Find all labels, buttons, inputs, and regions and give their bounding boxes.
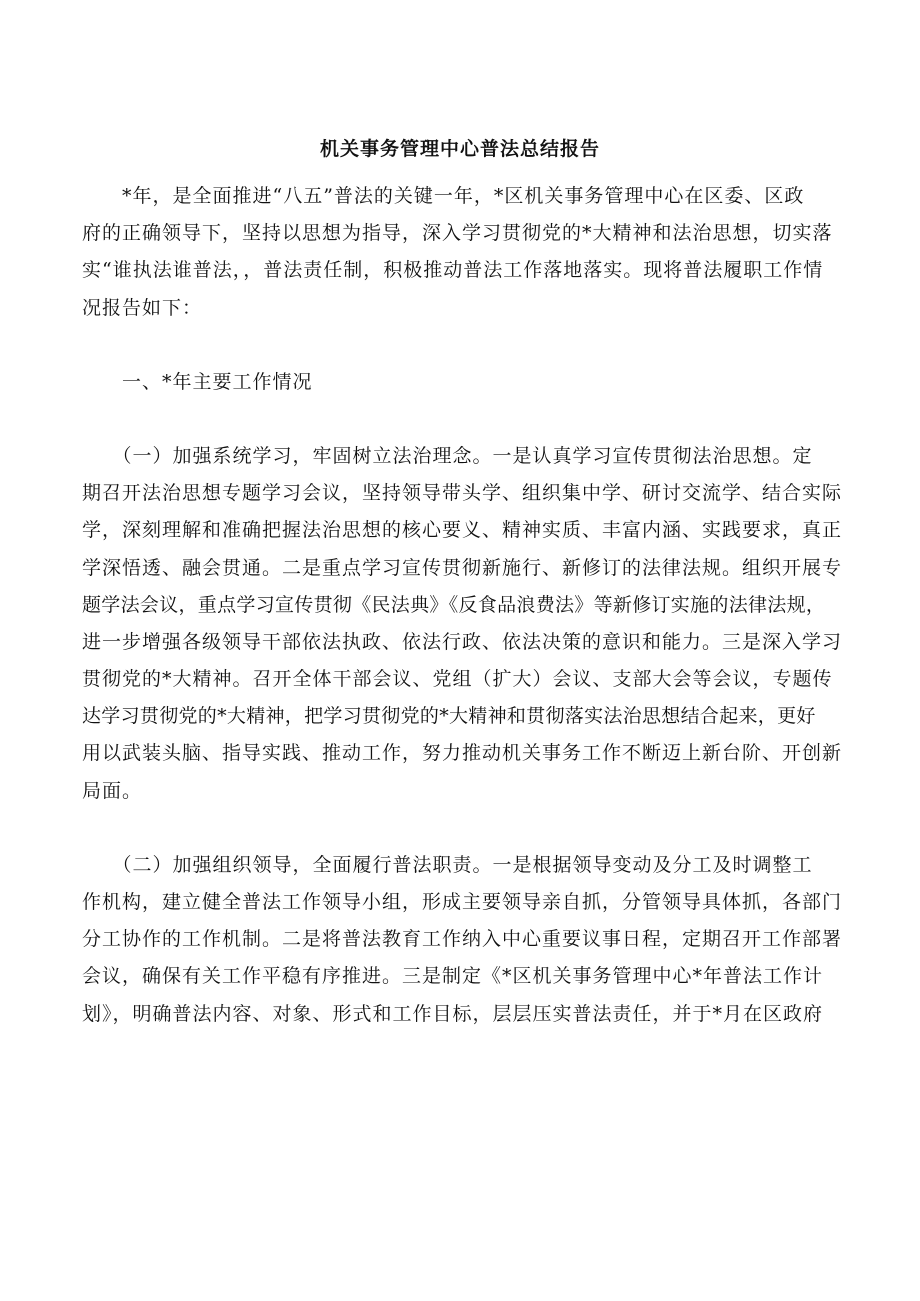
paragraph-line: 学，深刻理解和准确把握法治思想的核心要义、精神实质、丰富内涵、实践要求，真正 [82,519,843,542]
paragraph-line: 划》，明确普法内容、对象、形式和工作目标，层层压实普法责任，并于*月在区政府 [82,1002,824,1025]
document-body [82,178,843,1033]
paragraph-line: *年，是全面推进“八五”普法的关键一年，*区机关事务管理中心在区委、区政 [82,185,805,207]
paragraph-line: 府的正确领导下，坚持以思想为指导，深入学习贯彻党的*大精神和法治思想，切实落 [82,222,833,245]
paragraph-line: （一）加强系统学习，牢固树立法治理念。一是认真学习宣传贯彻法治思想。定 [82,444,813,467]
paragraph-line: 作机构，建立健全普法工作领导小组，形成主要领导亲自抓，分管领导具体抓，各部门 [82,891,843,913]
paragraph-line: 学深悟透、融会贯通。二是重点学习宣传贯彻新施行、新修订的法律法规。组织开展专 [82,556,843,579]
paragraph-line: 进一步增强各级领导干部依法执政、依法行政、依法决策的意识和能力。三是深入学习 [82,630,843,653]
section-heading [82,364,838,401]
paragraph-line: 期召开法治思想专题学习会议，坚持领导带头学、组织集中学、研讨交流学、结合实际 [82,482,843,505]
paragraph-section-1 [82,438,843,810]
document-title: 机关事务管理中心普法总结报告 [319,138,600,160]
paragraph-line: （二）加强组织领导，全面履行普法职责。一是根据领导变动及分工及时调整工 [82,853,813,876]
paragraph-intro [82,178,838,327]
paragraph-line: 实“谁执法谁普法，，普法责任制，积极推动普法工作落地落实。现将普法履职工作情 [82,259,824,282]
paragraph-line: 贯彻党的*大精神。召开全体干部会议、党组（扩大）会议、支部大会等会议，专题传 [82,668,833,691]
paragraph-line: 用以武装头脑、指导实践、推动工作，努力推动机关事务工作不断迈上新台阶、开创新 [82,742,843,765]
paragraph-gap [82,327,838,364]
paragraph-line: 况报告如下： [82,296,203,319]
paragraph-line: 题学法会议，重点学习宣传贯彻《民法典》《反食品浪费法》等新修订实施的法律法规， [82,593,826,616]
paragraph-line: 局面。 [82,779,143,802]
paragraph-line: 达学习贯彻党的*大精神，把学习贯彻党的*大精神和贯彻落实法治思想结合起来，更好 [82,705,816,728]
paragraph-section-2 [82,847,843,1033]
paragraph-gap [82,810,838,847]
paragraph-gap [82,401,838,438]
paragraph-line: 分工协作的工作机制。二是将普法教育工作纳入中心重要议事日程，定期召开工作部署 [82,928,843,951]
heading-line: 一、*年主要工作情况 [82,370,313,393]
paragraph-line: 会议，确保有关工作平稳有序推进。三是制定《*区机关事务管理中心*年普法工作计 [82,965,824,988]
